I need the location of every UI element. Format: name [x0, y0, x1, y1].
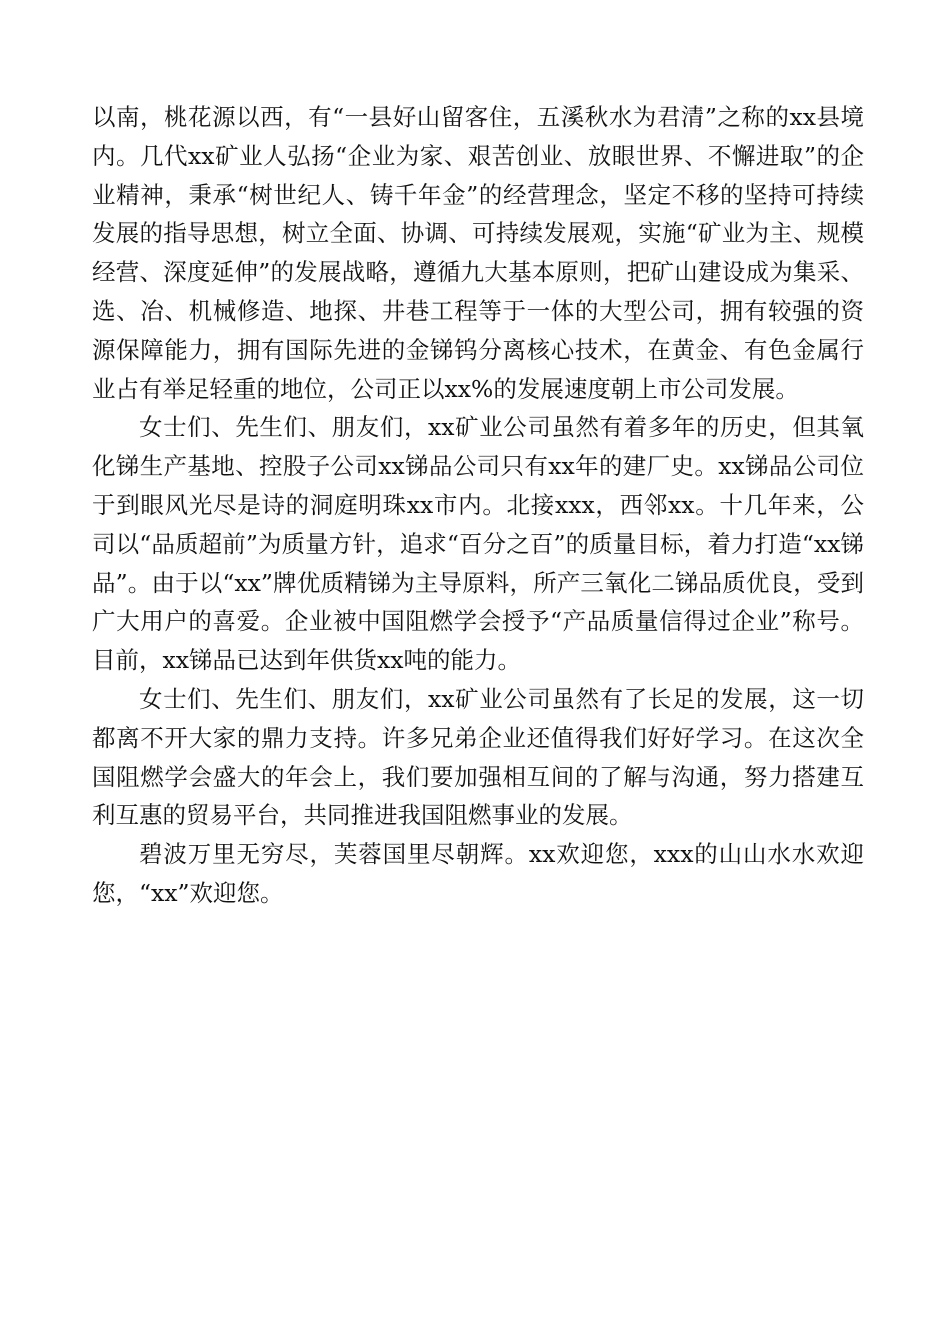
- paragraph-4: 碧波万里无穷尽，芙蓉国里尽朝辉。xx欢迎您，xxx的山山水水欢迎您，“xx”欢迎您。: [92, 840, 864, 907]
- document-page: [92, 98, 864, 913]
- paragraph-3: 女士们、先生们、朋友们，xx矿业公司虽然有了长足的发展，这一切都离不开大家的鼎力支持。许多兄弟企业还值得我们好好学习。在这次全国阻燃学会盛大的年会上，我们要加强相互间的了解与沟通，努力搭建互利互惠的贸易平台，共同推进我国阻燃事业的发展。: [92, 684, 864, 830]
- paragraph-2: 女士们、先生们、朋友们，xx矿业公司虽然有着多年的历史，但其氧化锑生产基地、控股子公司xx锑品公司只有xx年的建厂史。xx锑品公司位于到眼风光尽是诗的洞庭明珠xx市内。北接xxx，西邻xx。十几年来，公司以“品质超前”为质量方针，追求“百分之百”的质量目标，着力打造“xx锑品”。由于以“xx”牌优质精锑为主导原料，所产三氧化二锑品质优良，受到广大用户的喜爱。企业被中国阻燃学会授予“产品质量信得过企业”称号。目前，xx锑品已达到年供货xx吨的能力。: [92, 413, 864, 675]
- paragraph-1: 以南，桃花源以西，有“一县好山留客住，五溪秋水为君清”之称的xx县境内。几代xx矿业人弘扬“企业为家、艰苦创业、放眼世界、不懈进取”的企业精神，秉承“树世纪人、铸千年金”的经营理念，坚定不移的坚持可持续发展的指导思想，树立全面、协调、可持续发展观，实施“矿业为主、规模经营、深度延伸”的发展战略，遵循九大基本原则，把矿山建设成为集采、选、冶、机械修造、地探、井巷工程等于一体的大型公司，拥有较强的资源保障能力，拥有国际先进的金锑钨分离核心技术，在黄金、有色金属行业占有举足轻重的地位，公司正以xx%的发展速度朝上市公司发展。: [92, 103, 864, 403]
